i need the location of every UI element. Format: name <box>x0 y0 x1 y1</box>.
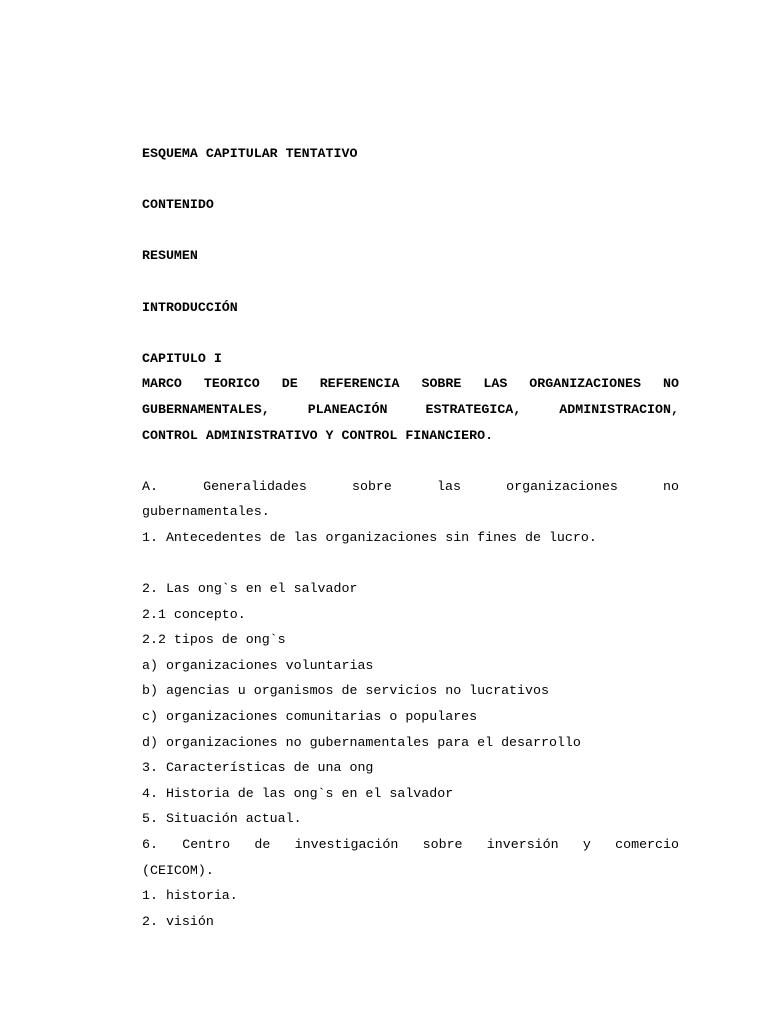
introduccion-heading: INTRODUCCIÓN <box>142 299 238 315</box>
word: LAS <box>483 376 508 392</box>
spacer <box>142 448 679 474</box>
word: TEORICO <box>203 376 260 392</box>
word: SOBRE <box>421 376 462 392</box>
list-item: 2.1 concepto. <box>142 606 246 622</box>
list-item: d) organizaciones no gubernamentales para el desarrollo <box>142 734 581 750</box>
word: REFERENCIA <box>319 376 400 392</box>
chapter-title-line-1 <box>142 371 679 397</box>
list-item: 2. visión <box>142 913 214 929</box>
document-page <box>142 141 679 934</box>
word: las <box>437 478 461 494</box>
word: comercio <box>615 837 679 853</box>
word: organizaciones <box>506 478 618 494</box>
spacer <box>142 551 679 577</box>
spacer <box>142 269 679 295</box>
chapter-title-line-2 <box>142 397 679 423</box>
word: Centro <box>182 837 231 853</box>
document-heading: ESQUEMA CAPITULAR TENTATIVO <box>142 146 358 161</box>
spacer <box>142 167 679 193</box>
word: ESTRATEGICA, <box>425 401 522 417</box>
list-item: b) agencias u organismos de servicios no lucrativos <box>142 683 549 699</box>
word: y <box>582 837 591 853</box>
word: PLANEACIÓN <box>307 401 388 417</box>
list-item: 2.2 tipos de ong`s <box>142 632 286 648</box>
list-item: a) organizaciones voluntarias <box>142 657 374 673</box>
word: inversión <box>486 837 559 853</box>
word: investigación <box>294 837 399 853</box>
chapter-label: CAPITULO I <box>142 350 222 366</box>
word: DE <box>281 376 298 392</box>
item-6-line-2: (CEICOM). <box>142 862 214 878</box>
word: sobre <box>422 837 463 853</box>
resumen-heading: RESUMEN <box>142 248 198 264</box>
list-item: 1. Antecedentes de las organizaciones sin fines de lucro. <box>142 529 597 545</box>
list-item: 1. historia. <box>142 888 238 904</box>
word: sobre <box>351 478 392 494</box>
list-item: 3. Características de una ong <box>142 760 374 776</box>
word: 6. <box>142 837 158 853</box>
list-item: 4. Historia de las ong`s en el salvador <box>142 785 454 801</box>
spacer <box>142 320 679 346</box>
chapter-title-line-3: CONTROL ADMINISTRATIVO Y CONTROL FINANCIERO. <box>142 427 494 443</box>
word: MARCO <box>142 376 182 392</box>
contenido-heading: CONTENIDO <box>142 197 214 213</box>
spacer <box>142 218 679 244</box>
word: Generalidades <box>203 478 307 494</box>
word: no <box>662 478 679 494</box>
list-item: 5. Situación actual. <box>142 811 302 827</box>
list-item: 2. Las ong`s en el salvador <box>142 581 358 597</box>
word: NO <box>663 376 679 392</box>
item-6-line-1 <box>142 832 679 858</box>
word: GUBERNAMENTALES, <box>142 401 270 417</box>
word: A. <box>142 478 158 494</box>
word: de <box>254 837 271 853</box>
word: ORGANIZACIONES <box>529 376 642 392</box>
list-item: c) organizaciones comunitarias o populares <box>142 709 478 725</box>
section-a-line-2: gubernamentales. <box>142 504 270 520</box>
section-a-line-1 <box>142 474 679 500</box>
word: ADMINISTRACION, <box>559 401 679 417</box>
